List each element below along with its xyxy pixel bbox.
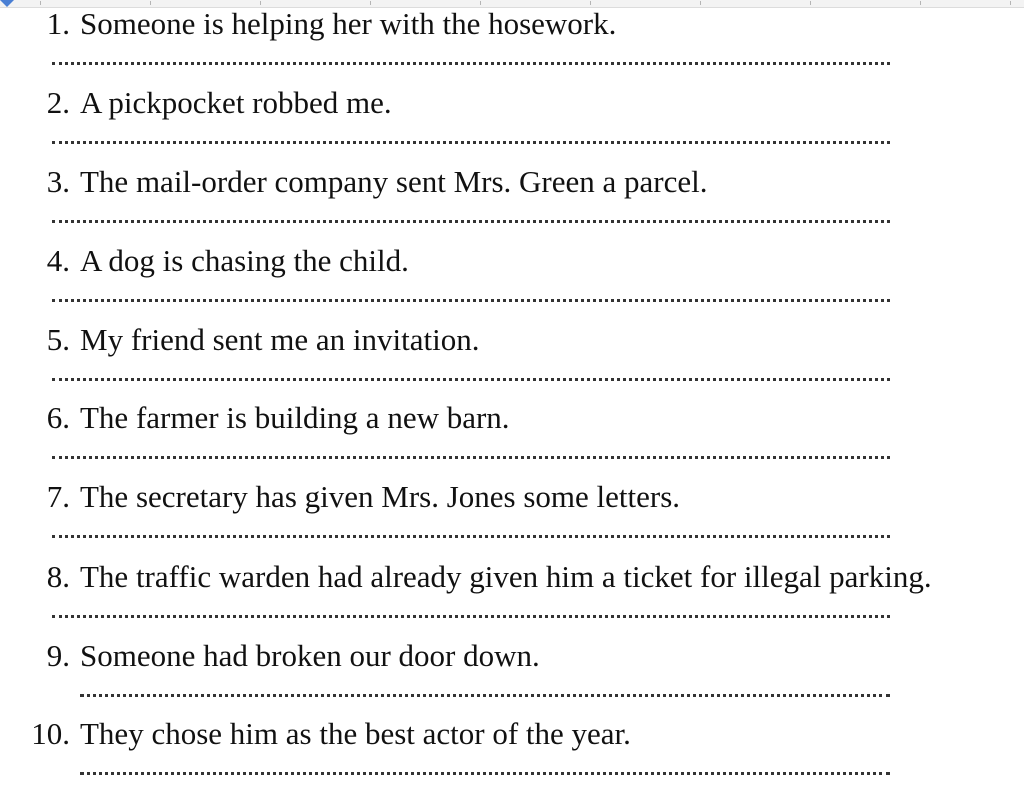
item-number: 9.: [46, 638, 70, 673]
answer-line[interactable]: [52, 299, 890, 302]
answer-line[interactable]: [52, 141, 890, 144]
exercise-item: [0, 318, 1024, 397]
item-sentence: My friend sent me an invitation.: [80, 322, 480, 357]
answer-line[interactable]: [52, 62, 890, 65]
answer-line[interactable]: [80, 694, 890, 697]
item-sentence: The mail-order company sent Mrs. Green a parcel.: [80, 164, 708, 199]
item-sentence: The secretary has given Mrs. Jones some letters.: [80, 479, 681, 514]
item-number: 2.: [46, 85, 70, 120]
item-number: 7.: [46, 479, 70, 514]
exercise-item: [0, 160, 1024, 239]
exercise-item: [0, 239, 1024, 318]
exercise-item: [0, 712, 1024, 791]
item-sentence: The farmer is building a new barn.: [80, 400, 510, 435]
exercise-item: [0, 81, 1024, 160]
answer-line[interactable]: [80, 772, 890, 775]
item-number: 5.: [46, 322, 70, 357]
exercise-item: [0, 634, 1024, 713]
item-sentence: The traffic warden had already given him a ticket for illegal parking.: [80, 559, 932, 594]
exercise-item: [0, 475, 1024, 554]
item-sentence: Someone is helping her with the hosework.: [80, 6, 617, 41]
answer-line[interactable]: [52, 535, 890, 538]
item-sentence: Someone had broken our door down.: [80, 638, 540, 673]
item-number: 6.: [46, 400, 70, 435]
item-sentence: They chose him as the best actor of the year.: [80, 716, 631, 751]
item-number: 10.: [31, 716, 70, 751]
exercise-item: [0, 2, 1024, 81]
exercise-item: [0, 396, 1024, 475]
item-number: 3.: [46, 164, 70, 199]
item-number: 4.: [46, 243, 70, 278]
answer-line[interactable]: [52, 378, 890, 381]
item-number: 1.: [46, 6, 70, 41]
answer-line[interactable]: [52, 220, 890, 223]
answer-line[interactable]: [52, 615, 890, 618]
exercise-item: [0, 555, 1024, 634]
item-sentence: A pickpocket robbed me.: [80, 85, 392, 120]
answer-line[interactable]: [52, 456, 890, 459]
item-number: 8.: [46, 559, 70, 594]
item-sentence: A dog is chasing the child.: [80, 243, 409, 278]
